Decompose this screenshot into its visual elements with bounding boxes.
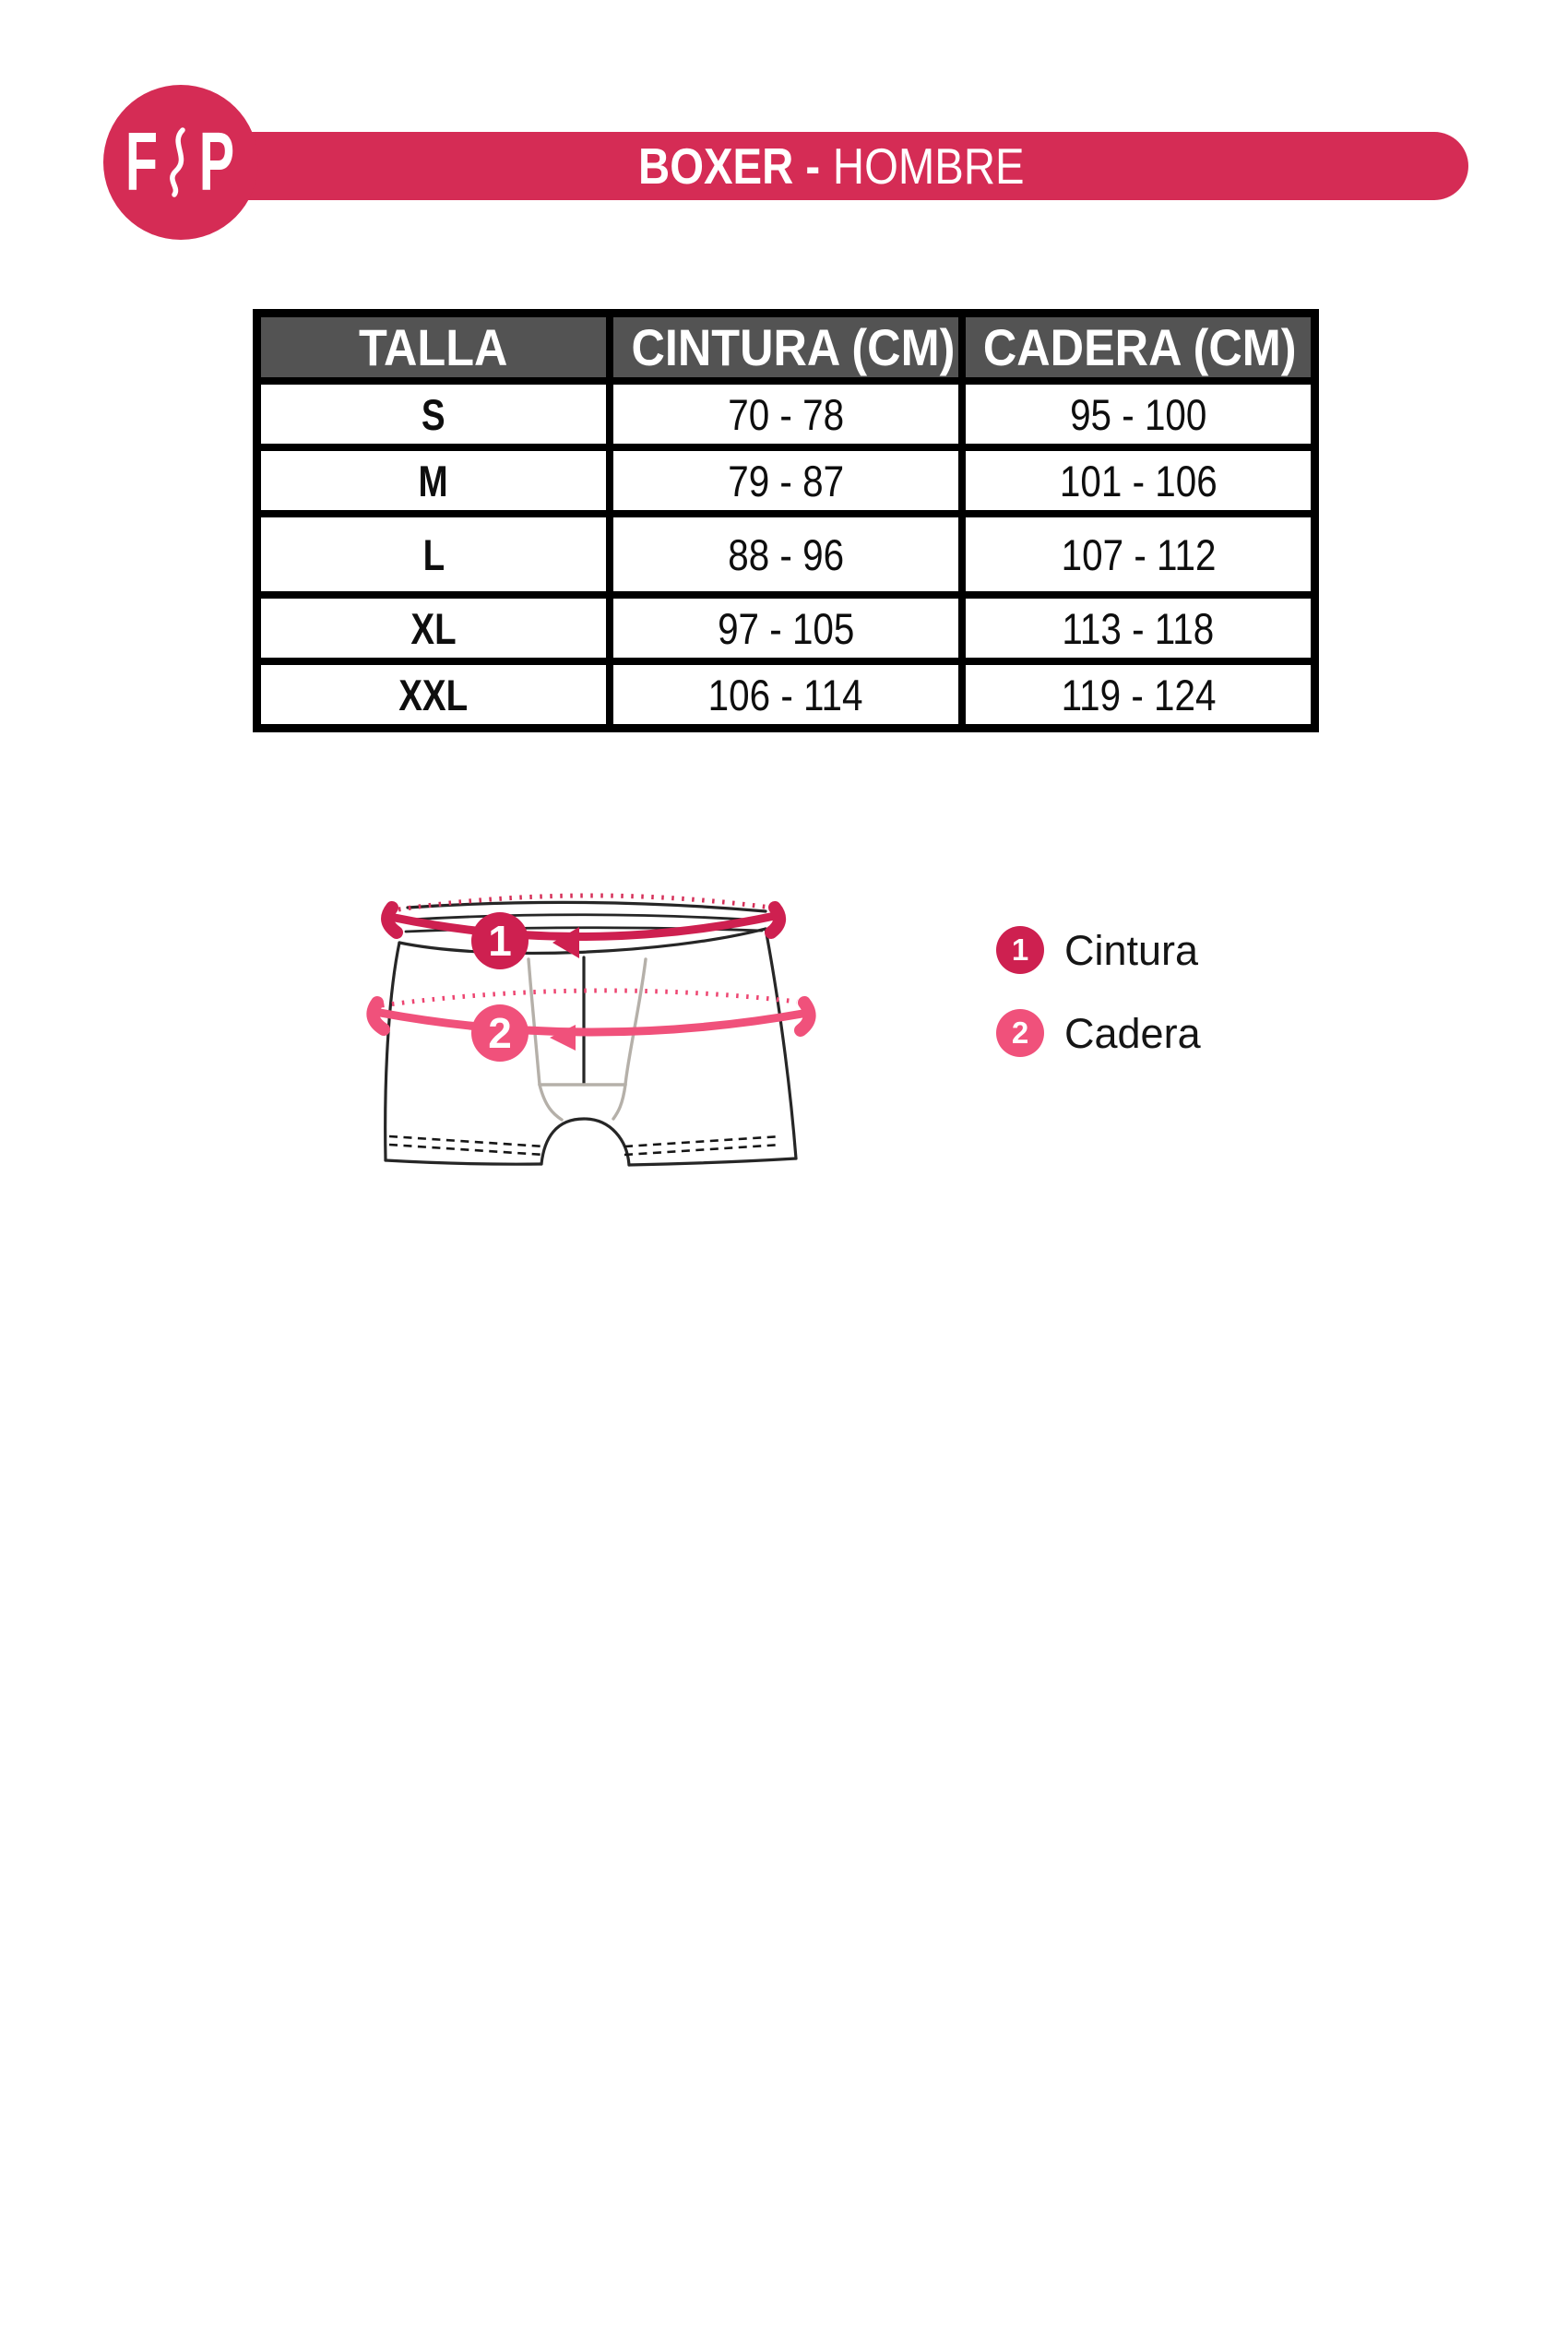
table-row-m — [257, 447, 1315, 514]
boxer-measurement-diagram — [360, 867, 839, 1199]
legend-badge-2: 2 — [996, 1009, 1044, 1057]
page-title — [637, 137, 1025, 195]
logo-letter-f: F — [125, 116, 159, 208]
cadera-cell: 107 - 112 — [962, 514, 1314, 595]
legend-label-cintura: Cintura — [1064, 926, 1199, 974]
legend-item-cintura — [996, 926, 1201, 974]
column-header-talla: TALLA — [257, 314, 610, 382]
logo-letter-p: P — [199, 116, 235, 208]
size-cell: L — [257, 514, 610, 595]
hip-badge — [471, 1004, 529, 1062]
waist-badge-number: 1 — [488, 917, 512, 965]
hip-measure-ellipse — [373, 991, 809, 1051]
logo-squiggle-icon — [164, 126, 192, 198]
cintura-cell: 88 - 96 — [610, 514, 962, 595]
measurement-legend — [996, 926, 1201, 1092]
table-row-xl — [257, 595, 1315, 661]
size-cell: S — [257, 381, 610, 447]
cintura-cell: 106 - 114 — [610, 661, 962, 729]
cintura-cell: 97 - 105 — [610, 595, 962, 661]
cadera-cell: 101 - 106 — [962, 447, 1314, 514]
table-row-xxl — [257, 661, 1315, 729]
page-title-product: BOXER - — [637, 137, 820, 195]
table-row-l — [257, 514, 1315, 595]
cadera-cell: 113 - 118 — [962, 595, 1314, 661]
table-row-s — [257, 381, 1315, 447]
page-title-audience: HOMBRE — [832, 137, 1025, 195]
cintura-cell: 70 - 78 — [610, 381, 962, 447]
brand-logo — [103, 85, 258, 240]
size-cell: M — [257, 447, 610, 514]
cadera-cell: 95 - 100 — [962, 381, 1314, 447]
legend-label-cadera: Cadera — [1064, 1009, 1201, 1057]
size-table-header-row — [257, 314, 1315, 382]
cintura-cell: 79 - 87 — [610, 447, 962, 514]
legend-badge-1: 1 — [996, 926, 1044, 974]
column-header-cintura: CINTURA (CM) — [610, 314, 962, 382]
legend-item-cadera — [996, 1009, 1201, 1057]
column-header-cadera: CADERA (CM) — [962, 314, 1314, 382]
size-cell: XL — [257, 595, 610, 661]
hip-badge-number: 2 — [488, 1009, 512, 1057]
cadera-cell: 119 - 124 — [962, 661, 1314, 729]
size-cell: XXL — [257, 661, 610, 729]
title-banner — [194, 132, 1468, 200]
waist-badge — [471, 912, 529, 969]
size-table — [253, 309, 1319, 732]
